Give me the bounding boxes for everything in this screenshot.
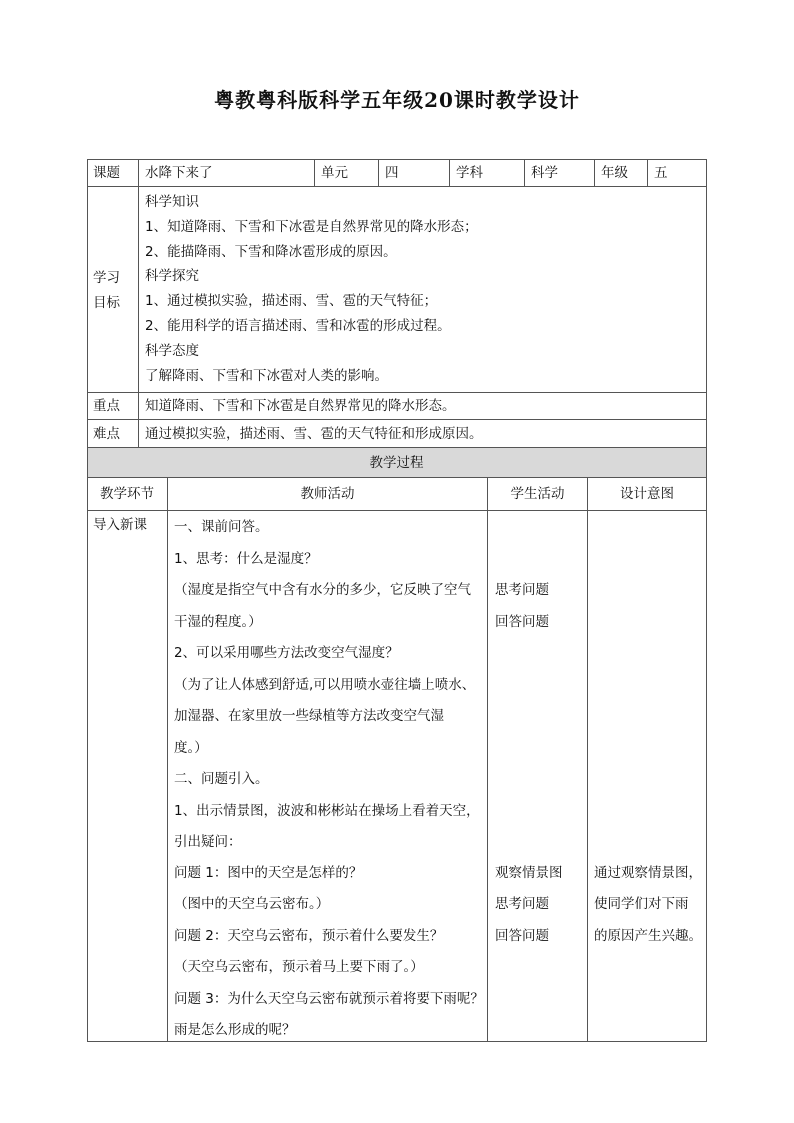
teacher-activity-cell <box>168 511 488 1042</box>
subject-value: 科学 <box>525 159 595 187</box>
difficulty-text: 通过模拟实验，描述雨、雪、雹的天气特征和形成原因。 <box>139 420 707 448</box>
teacher-line: （为了让人体感到舒适,可以用喷水壶往墙上喷水、 <box>174 677 476 693</box>
goal-line: 科学探究 <box>145 268 199 285</box>
goal-line: 1、知道降雨、下雪和下冰雹是自然界常见的降水形态； <box>145 218 478 235</box>
teacher-line: 雨是怎么形成的呢？ <box>174 1022 296 1038</box>
unit-value: 四 <box>379 159 450 187</box>
teacher-line: （湿度是指空气中含有水分的多少，它反映了空气 <box>174 582 471 598</box>
teacher-line: 问题 2：天空乌云密布，预示着什么要发生？ <box>174 928 444 944</box>
topic-value: 水降下来了 <box>139 159 315 187</box>
goal-line: 2、能用科学的语言描述雨、雪和冰雹的形成过程。 <box>145 317 451 334</box>
difficulty-label: 难点 <box>87 420 139 448</box>
goal-line: 2、能描降雨、下雪和降冰雹形成的原因。 <box>145 243 397 260</box>
teacher-line: 问题 3：为什么天空乌云密布就预示着将要下雨呢？ <box>174 991 484 1007</box>
teacher-line: 问题 1：图中的天空是怎样的？ <box>174 865 363 881</box>
goals-content <box>139 187 707 393</box>
grade-value: 五 <box>648 159 707 187</box>
teacher-line: （天空乌云密布，预示着马上要下雨了。） <box>174 959 424 975</box>
intent-line: 使同学们对下雨 <box>594 896 689 912</box>
teacher-line: 度。） <box>174 740 208 756</box>
student-line: 回答问题 <box>495 928 549 944</box>
teacher-line: 1、思考：什么是湿度？ <box>174 551 318 567</box>
teacher-line: 一、课前问答。 <box>174 519 269 535</box>
student-line: 思考问题 <box>495 896 549 912</box>
intent-line: 通过观察情景图， <box>594 865 702 881</box>
teacher-line: 2、可以采用哪些方法改变空气湿度？ <box>174 645 399 661</box>
grade-label: 年级 <box>595 159 648 187</box>
page-title: 粤教粤科版科学五年级20课时教学设计 <box>214 88 580 112</box>
goal-line: 科学知识 <box>145 194 199 210</box>
stage-cell <box>87 511 168 1042</box>
subject-label: 学科 <box>450 159 525 187</box>
student-activity-cell <box>488 511 588 1042</box>
goal-line: 了解降雨、下雪和下冰雹对人类的影响。 <box>145 367 388 384</box>
goal-line: 科学态度 <box>145 342 199 359</box>
goal-line: 1、通过模拟实验，描述雨、雪、雹的天气特征； <box>145 293 438 310</box>
teacher-line: 干湿的程度。） <box>174 614 262 630</box>
column-header-intent: 设计意图 <box>588 478 707 511</box>
column-header-teacher: 教师活动 <box>168 478 488 511</box>
teacher-line: 1、出示情景图，波波和彬彬站在操场上看着天空， <box>174 803 480 819</box>
student-line: 观察情景图 <box>495 865 563 881</box>
key-point-label: 重点 <box>87 393 139 420</box>
goals-label: 学习 目标 <box>87 187 139 393</box>
column-header-stage: 教学环节 <box>87 478 168 511</box>
unit-label: 单元 <box>315 159 379 187</box>
teacher-line: 加湿器、在家里放一些绿植等方法改变空气湿 <box>174 708 444 724</box>
key-point-text: 知道降雨、下雪和下冰雹是自然界常见的降水形态。 <box>139 393 707 420</box>
teacher-line: 引出疑问： <box>174 834 242 850</box>
stage-label: 导入新课 <box>93 517 147 533</box>
topic-label: 课题 <box>87 159 139 187</box>
column-header-student: 学生活动 <box>488 478 588 511</box>
student-line: 思考问题 <box>495 582 549 598</box>
design-intent-cell <box>588 511 707 1042</box>
student-line: 回答问题 <box>495 614 549 630</box>
intent-line: 的原因产生兴趣。 <box>594 928 702 944</box>
teacher-line: 二、问题引入。 <box>174 771 269 787</box>
process-header: 教学过程 <box>87 448 707 478</box>
teacher-line: （图中的天空乌云密布。） <box>174 896 330 912</box>
